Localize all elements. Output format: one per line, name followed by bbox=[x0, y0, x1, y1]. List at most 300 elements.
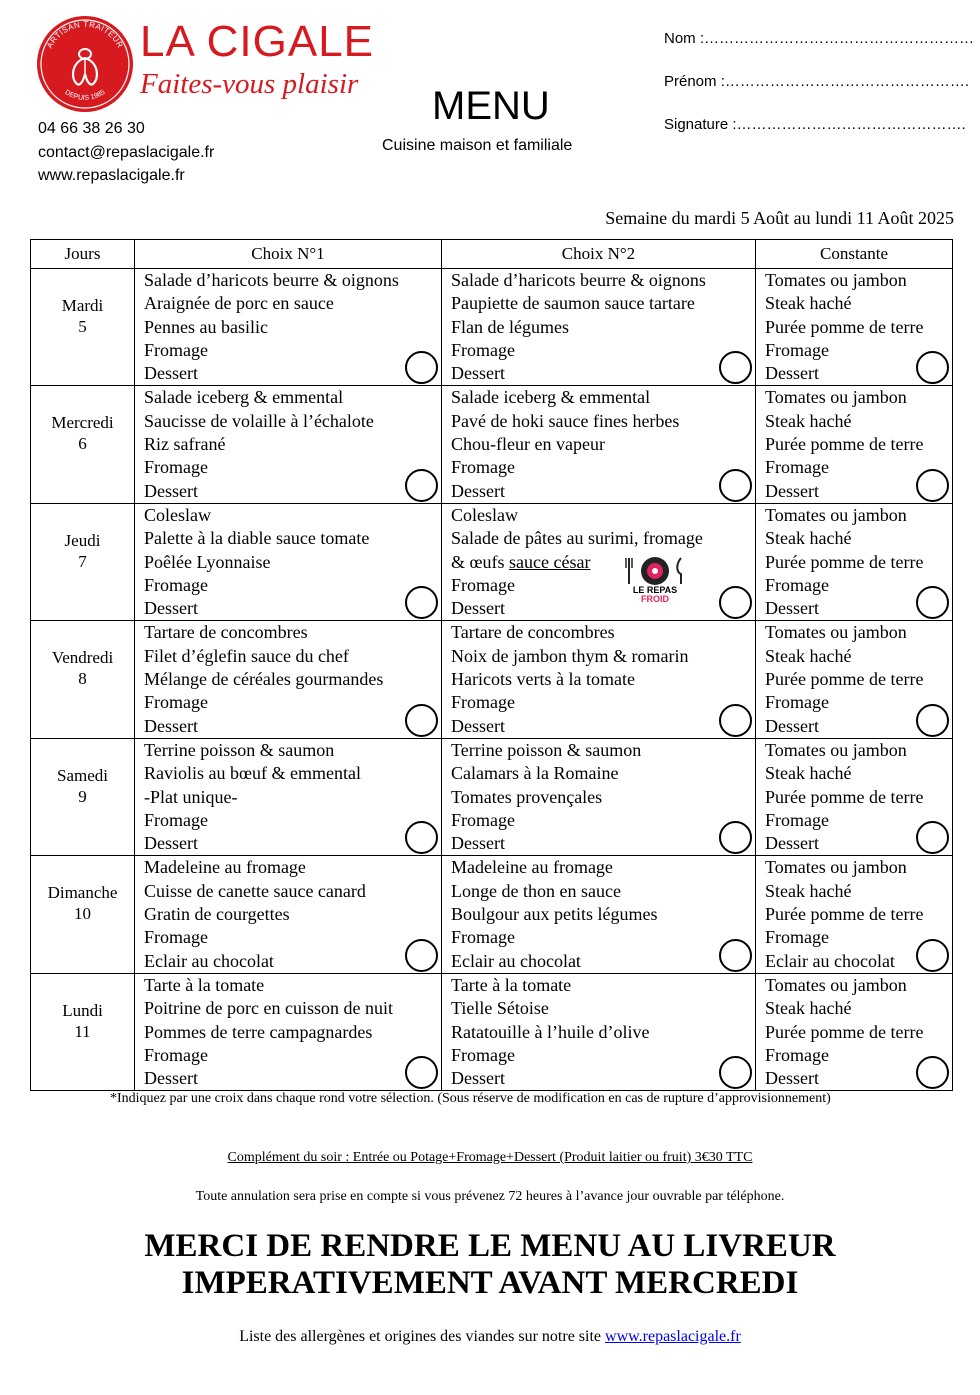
day-name: Jeudi bbox=[64, 530, 101, 550]
dish-text: Riz safrané bbox=[144, 434, 226, 455]
menu-cell-choice2 bbox=[442, 621, 756, 738]
dish-text: Fromage bbox=[765, 809, 829, 830]
dish-list bbox=[135, 621, 441, 737]
day-date: 10 bbox=[74, 904, 91, 924]
dish-text: Longe de thon en sauce bbox=[451, 880, 621, 901]
header-choice2: Choix N°2 bbox=[442, 240, 756, 269]
dish-text: Dessert bbox=[144, 1068, 198, 1089]
dish-item bbox=[144, 645, 441, 668]
dish-item bbox=[765, 621, 952, 644]
dish-text: Boulgour aux petits légumes bbox=[451, 904, 658, 925]
allergens-info bbox=[0, 1328, 980, 1346]
dish-item bbox=[144, 504, 441, 527]
dish-text: Fromage bbox=[765, 692, 829, 713]
dish-text: Madeleine au fromage bbox=[144, 857, 306, 878]
table-row bbox=[31, 503, 953, 620]
dish-item bbox=[765, 974, 952, 997]
dish-item bbox=[765, 269, 952, 292]
dish-list bbox=[442, 269, 755, 385]
dish-text: Purée pomme de terre bbox=[765, 316, 924, 337]
dish-item bbox=[451, 480, 755, 503]
dish-item bbox=[144, 903, 441, 926]
dish-text: Fromage bbox=[144, 457, 208, 478]
dish-text: Fromage bbox=[144, 692, 208, 713]
dish-text: Dessert bbox=[765, 833, 819, 854]
dish-text: Fromage bbox=[451, 927, 515, 948]
dish-item bbox=[144, 950, 441, 973]
dish-item bbox=[144, 668, 441, 691]
dish-text: Steak haché bbox=[765, 410, 852, 431]
dish-item bbox=[451, 786, 755, 809]
dish-text: Dessert bbox=[765, 363, 819, 384]
dish-text: Coleslaw bbox=[451, 504, 518, 525]
dish-text: Salade iceberg & emmental bbox=[451, 387, 651, 408]
menu-cell-choice2 bbox=[442, 386, 756, 503]
dish-text: Steak haché bbox=[765, 998, 852, 1019]
dish-text: Filet d’églefin sauce du chef bbox=[144, 645, 349, 666]
dish-text: Tomates provençales bbox=[451, 786, 603, 807]
dish-item bbox=[451, 574, 755, 597]
dish-text: Fromage bbox=[144, 927, 208, 948]
dish-text: -Plat unique- bbox=[144, 786, 238, 807]
dish-item bbox=[144, 316, 441, 339]
reminder-line-2: IMPERATIVEMENT AVANT MERCREDI bbox=[181, 1265, 799, 1301]
dish-item bbox=[451, 739, 755, 762]
dish-item bbox=[765, 903, 952, 926]
dish-text: Salade d’haricots beurre & oignons bbox=[451, 270, 706, 290]
dish-list bbox=[135, 856, 441, 972]
dish-item bbox=[144, 527, 441, 550]
contact-phone: 04 66 38 26 30 bbox=[38, 120, 145, 137]
dish-text: Fromage bbox=[765, 339, 829, 360]
table-header-row bbox=[31, 240, 953, 269]
dish-item bbox=[144, 574, 441, 597]
dish-item bbox=[144, 456, 441, 479]
dish-text: Tarte à la tomate bbox=[451, 974, 572, 995]
dish-item bbox=[144, 410, 441, 433]
selection-circle[interactable] bbox=[916, 469, 949, 502]
menu-cell-choice1 bbox=[135, 856, 442, 973]
dish-item bbox=[451, 974, 755, 997]
dish-item bbox=[765, 786, 952, 809]
dish-text: Fromage bbox=[765, 574, 829, 595]
menu-cell-constant bbox=[756, 856, 953, 973]
dish-item bbox=[765, 292, 952, 315]
selection-note: *Indiquez par une croix dans chaque rond votre sélection. (Sous réserve de modification en cas de rupture d’approvisionnement) bbox=[110, 1091, 831, 1106]
dish-item bbox=[451, 645, 755, 668]
dish-text: Dessert bbox=[144, 363, 198, 384]
dish-list bbox=[135, 974, 441, 1090]
dish-text: Purée pomme de terre bbox=[765, 1021, 924, 1042]
menu-table bbox=[30, 239, 953, 1091]
dish-item bbox=[451, 1044, 755, 1067]
dish-text: Tomates ou jambon bbox=[765, 504, 907, 525]
selection-circle[interactable] bbox=[916, 704, 949, 737]
dish-item bbox=[765, 433, 952, 456]
dish-item bbox=[144, 739, 441, 762]
dish-text: Flan de légumes bbox=[451, 316, 569, 337]
dish-text: Eclair au chocolat bbox=[451, 950, 581, 971]
menu-cell-choice1 bbox=[135, 973, 442, 1090]
dish-item bbox=[144, 1021, 441, 1044]
selection-circle[interactable] bbox=[916, 939, 949, 972]
dish-list bbox=[442, 856, 755, 972]
day-cell bbox=[31, 621, 135, 738]
dish-item bbox=[765, 410, 952, 433]
dish-item bbox=[144, 856, 441, 879]
dish-text: Tomates ou jambon bbox=[765, 270, 907, 290]
dish-text: Steak haché bbox=[765, 763, 852, 784]
menu-cell-constant bbox=[756, 738, 953, 855]
dish-item bbox=[144, 339, 441, 362]
dish-item bbox=[451, 551, 755, 574]
dish-item bbox=[765, 527, 952, 550]
day-cell bbox=[31, 856, 135, 973]
header-days: Jours bbox=[31, 240, 135, 269]
dish-text: Dessert bbox=[144, 598, 198, 619]
dish-item bbox=[451, 1067, 755, 1090]
dish-list bbox=[442, 739, 755, 855]
day-name: Dimanche bbox=[47, 883, 118, 903]
dish-text: Tarte à la tomate bbox=[144, 974, 265, 995]
dish-item bbox=[451, 339, 755, 362]
dish-item bbox=[144, 762, 441, 785]
menu-cell-choice2 bbox=[442, 973, 756, 1090]
table-row bbox=[31, 386, 953, 503]
dish-text: Dessert bbox=[451, 715, 505, 736]
cicada-seal-icon bbox=[30, 12, 140, 112]
dish-item bbox=[144, 926, 441, 949]
dish-item bbox=[144, 362, 441, 385]
dish-item bbox=[451, 527, 755, 550]
dish-list bbox=[442, 621, 755, 737]
dish-text: Cuisse de canette sauce canard bbox=[144, 880, 366, 901]
brand-name: LA CIGALE bbox=[140, 17, 375, 66]
cancellation-policy: Toute annulation sera prise en compte si vous prévenez 72 heures à l’avance jour ouvrable par téléphone. bbox=[195, 1189, 785, 1204]
menu-cell-choice1 bbox=[135, 503, 442, 620]
dish-text: Pommes de terre campagnardes bbox=[144, 1021, 373, 1042]
contact-email[interactable]: contact@repaslacigale.fr bbox=[38, 144, 215, 161]
week-range: Semaine du mardi 5 Août au lundi 11 Août 2025 bbox=[605, 208, 954, 228]
day-date: 7 bbox=[78, 551, 87, 571]
dish-text: & œufs bbox=[451, 551, 509, 572]
menu-cell-choice1 bbox=[135, 621, 442, 738]
dish-item bbox=[765, 316, 952, 339]
menu-cell-choice1 bbox=[135, 738, 442, 855]
table-row bbox=[31, 269, 953, 386]
dish-text: Poêlée Lyonnaise bbox=[144, 551, 271, 572]
dish-text: Dessert bbox=[451, 1068, 505, 1089]
dish-item bbox=[144, 386, 441, 409]
day-cell bbox=[31, 973, 135, 1090]
dish-item bbox=[451, 1021, 755, 1044]
dish-text: Salade d’haricots beurre & oignons bbox=[144, 270, 399, 290]
dish-item bbox=[451, 997, 755, 1020]
dish-item bbox=[765, 386, 952, 409]
menu-cell-constant bbox=[756, 503, 953, 620]
dish-text: Fromage bbox=[451, 457, 515, 478]
dish-list bbox=[442, 504, 755, 620]
menu-cell-choice2 bbox=[442, 503, 756, 620]
dish-item bbox=[451, 856, 755, 879]
dish-text: Dessert bbox=[765, 480, 819, 501]
dish-list bbox=[135, 269, 441, 385]
dish-list bbox=[135, 386, 441, 502]
dish-text: Chou-fleur en vapeur bbox=[451, 434, 605, 455]
dish-text: Dessert bbox=[451, 480, 505, 501]
dish-item bbox=[144, 997, 441, 1020]
dish-item bbox=[144, 715, 441, 738]
dish-text: Madeleine au fromage bbox=[451, 857, 613, 878]
dish-item bbox=[451, 433, 755, 456]
dish-text: Haricots verts à la tomate bbox=[451, 669, 635, 690]
dish-item bbox=[144, 597, 441, 620]
prenom-field[interactable]: Prénom :…………………………………………. bbox=[664, 73, 970, 90]
dish-text: Saucisse de volaille à l’échalote bbox=[144, 410, 374, 431]
dish-item bbox=[144, 809, 441, 832]
dish-text: Noix de jambon thym & romarin bbox=[451, 645, 689, 666]
menu-cell-choice2 bbox=[442, 738, 756, 855]
day-cell bbox=[31, 738, 135, 855]
table-row bbox=[31, 621, 953, 738]
dish-text: Raviolis au bœuf & emmental bbox=[144, 763, 361, 784]
page-subtitle: Cuisine maison et familiale bbox=[382, 137, 573, 154]
menu-cell-choice2 bbox=[442, 269, 756, 386]
dish-text: Fromage bbox=[144, 574, 208, 595]
dish-text: Eclair au chocolat bbox=[144, 950, 274, 971]
dish-text: Purée pomme de terre bbox=[765, 551, 924, 572]
dish-text: Dessert bbox=[451, 363, 505, 384]
selection-circle[interactable] bbox=[405, 469, 438, 502]
dish-item bbox=[451, 832, 755, 855]
dish-text: Purée pomme de terre bbox=[765, 786, 924, 807]
cold-meal-badge bbox=[620, 554, 690, 606]
dish-item bbox=[451, 316, 755, 339]
dish-item bbox=[144, 269, 441, 292]
dish-item bbox=[144, 880, 441, 903]
dish-item bbox=[144, 832, 441, 855]
dish-text: Ratatouille à l’huile d’olive bbox=[451, 1021, 650, 1042]
dish-item bbox=[144, 1044, 441, 1067]
dish-item bbox=[451, 456, 755, 479]
day-name: Mercredi bbox=[51, 413, 114, 433]
dish-text: Tomates ou jambon bbox=[765, 622, 907, 643]
menu-cell-constant bbox=[756, 386, 953, 503]
day-name: Vendredi bbox=[51, 648, 114, 668]
dish-item bbox=[765, 739, 952, 762]
dish-text: Fromage bbox=[451, 339, 515, 360]
dish-item bbox=[451, 504, 755, 527]
dish-item bbox=[144, 786, 441, 809]
nom-field[interactable]: Nom :……………………………………………… bbox=[664, 30, 975, 47]
dish-item bbox=[451, 903, 755, 926]
dish-text: Dessert bbox=[765, 715, 819, 736]
table-row bbox=[31, 738, 953, 855]
dish-item bbox=[765, 645, 952, 668]
dish-text: Fromage bbox=[451, 809, 515, 830]
dish-text: Araignée de porc en sauce bbox=[144, 293, 334, 314]
dish-text: Salade de pâtes au surimi, fromage bbox=[451, 528, 703, 549]
day-date: 6 bbox=[78, 434, 87, 454]
selection-circle[interactable] bbox=[719, 469, 752, 502]
selection-circle[interactable] bbox=[405, 939, 438, 972]
dish-item bbox=[144, 974, 441, 997]
dish-item bbox=[144, 551, 441, 574]
dish-item bbox=[765, 762, 952, 785]
menu-cell-constant bbox=[756, 973, 953, 1090]
dish-text: Tomates ou jambon bbox=[765, 387, 907, 408]
dish-text: Dessert bbox=[765, 1068, 819, 1089]
dish-item bbox=[765, 504, 952, 527]
dish-item bbox=[451, 362, 755, 385]
seal-top-text: ARTISAN TRAITEUR bbox=[45, 19, 125, 50]
day-date: 8 bbox=[78, 669, 87, 689]
dish-item bbox=[765, 668, 952, 691]
dish-text: Salade iceberg & emmental bbox=[144, 387, 344, 408]
dish-text: Dessert bbox=[765, 598, 819, 619]
dish-item bbox=[451, 715, 755, 738]
dish-text: Calamars à la Romaine bbox=[451, 763, 619, 784]
dish-text: Steak haché bbox=[765, 528, 852, 549]
dish-list bbox=[135, 739, 441, 855]
day-date: 11 bbox=[74, 1021, 91, 1041]
dish-text: Fromage bbox=[765, 927, 829, 948]
page-title: MENU bbox=[432, 84, 550, 128]
sauce-link-text: sauce césar bbox=[509, 551, 591, 572]
dish-item bbox=[451, 950, 755, 973]
dish-item bbox=[451, 269, 755, 292]
allergens-text: Liste des allergènes et origines des viandes sur notre site bbox=[239, 1328, 606, 1345]
dish-text: Dessert bbox=[144, 480, 198, 501]
day-name: Samedi bbox=[57, 765, 108, 785]
dish-item bbox=[451, 691, 755, 714]
day-cell bbox=[31, 503, 135, 620]
signature-field[interactable]: Signature :………………………………………. bbox=[664, 116, 966, 133]
menu-cell-choice1 bbox=[135, 269, 442, 386]
seal-bottom-text: DEPUIS 1985 bbox=[63, 88, 107, 102]
dish-text: Dessert bbox=[144, 833, 198, 854]
dish-text: Steak haché bbox=[765, 645, 852, 666]
dish-text: Dessert bbox=[451, 598, 505, 619]
dish-text: Tomates ou jambon bbox=[765, 857, 907, 878]
dish-text: Dessert bbox=[451, 833, 505, 854]
dish-text: Dessert bbox=[144, 715, 198, 736]
table-row bbox=[31, 856, 953, 973]
dish-text: Steak haché bbox=[765, 293, 852, 314]
dish-text: Terrine poisson & saumon bbox=[144, 739, 335, 760]
table-row bbox=[31, 973, 953, 1090]
selection-circle[interactable] bbox=[719, 704, 752, 737]
dish-item bbox=[451, 292, 755, 315]
day-date: 9 bbox=[78, 786, 87, 806]
dish-item bbox=[765, 1021, 952, 1044]
dish-text: Eclair au chocolat bbox=[765, 950, 895, 971]
dish-item bbox=[451, 762, 755, 785]
header-constant: Constante bbox=[756, 240, 953, 269]
allergens-link[interactable]: www.repaslacigale.fr bbox=[605, 1328, 741, 1345]
dish-item bbox=[144, 1067, 441, 1090]
selection-circle[interactable] bbox=[719, 939, 752, 972]
dish-text: Purée pomme de terre bbox=[765, 434, 924, 455]
day-name: Lundi bbox=[62, 1000, 103, 1020]
dish-list bbox=[442, 974, 755, 1090]
dish-text: Fromage bbox=[144, 1044, 208, 1065]
selection-circle[interactable] bbox=[405, 704, 438, 737]
reminder-line-1: MERCI DE RENDRE LE MENU AU LIVREUR bbox=[144, 1228, 836, 1264]
dish-text: Fromage bbox=[144, 809, 208, 830]
dish-text: Tomates ou jambon bbox=[765, 974, 907, 995]
dish-text: Purée pomme de terre bbox=[765, 904, 924, 925]
day-date: 5 bbox=[78, 317, 87, 336]
brand-tagline: Faites-vous plaisir bbox=[140, 68, 359, 100]
dish-text: Pennes au basilic bbox=[144, 316, 268, 337]
dish-item bbox=[451, 593, 755, 620]
badge-line-2: FROID bbox=[641, 593, 669, 604]
day-name: Mardi bbox=[61, 296, 104, 315]
dish-text: Fromage bbox=[451, 1044, 515, 1065]
dish-text: Tielle Sétoise bbox=[451, 998, 549, 1019]
menu-cell-constant bbox=[756, 621, 953, 738]
dish-text: Fromage bbox=[765, 1044, 829, 1065]
dish-item bbox=[451, 926, 755, 949]
dish-item bbox=[144, 621, 441, 644]
dish-text: Gratin de courgettes bbox=[144, 904, 290, 925]
dish-item bbox=[765, 997, 952, 1020]
day-cell bbox=[31, 269, 135, 386]
dish-list bbox=[135, 504, 441, 620]
dish-item bbox=[451, 668, 755, 691]
contact-website[interactable]: www.repaslacigale.fr bbox=[38, 167, 185, 184]
dish-item bbox=[451, 621, 755, 644]
header-choice1: Choix N°1 bbox=[135, 240, 442, 269]
dish-item bbox=[765, 880, 952, 903]
dish-text: Terrine poisson & saumon bbox=[451, 739, 642, 760]
dish-text: Palette à la diable sauce tomate bbox=[144, 528, 370, 549]
menu-cell-constant bbox=[756, 269, 953, 386]
menu-cell-choice2 bbox=[442, 856, 756, 973]
dish-text: Poitrine de porc en cuisson de nuit bbox=[144, 998, 393, 1019]
dish-text: Mélange de céréales gourmandes bbox=[144, 669, 384, 690]
dish-text: Tartare de concombres bbox=[451, 622, 615, 643]
dish-text: Paupiette de saumon sauce tartare bbox=[451, 293, 695, 314]
menu-cell-choice1 bbox=[135, 386, 442, 503]
dish-item bbox=[451, 410, 755, 433]
dish-text: Fromage bbox=[765, 457, 829, 478]
dish-list bbox=[442, 386, 755, 502]
dish-item bbox=[451, 809, 755, 832]
dish-item bbox=[144, 433, 441, 456]
dish-text: Purée pomme de terre bbox=[765, 669, 924, 690]
evening-complement: Complément du soir : Entrée ou Potage+Fromage+Dessert (Produit laitier ou fruit) 3€30 TTC bbox=[227, 1150, 753, 1165]
dish-text: Tomates ou jambon bbox=[765, 739, 907, 760]
dish-text: Fromage bbox=[144, 339, 208, 360]
dish-item bbox=[765, 856, 952, 879]
dish-item bbox=[144, 480, 441, 503]
dish-text: Fromage bbox=[451, 692, 515, 713]
dish-item bbox=[451, 880, 755, 903]
dish-text: Steak haché bbox=[765, 880, 852, 901]
dish-text: Pavé de hoki sauce fines herbes bbox=[451, 410, 680, 431]
day-cell bbox=[31, 386, 135, 503]
dish-item bbox=[765, 551, 952, 574]
dish-text: Coleslaw bbox=[144, 504, 211, 525]
dish-text: Tartare de concombres bbox=[144, 622, 308, 643]
dish-text: Fromage bbox=[451, 574, 515, 595]
badge-line-1: LE REPAS bbox=[632, 584, 678, 595]
dish-item bbox=[144, 292, 441, 315]
dish-item bbox=[144, 691, 441, 714]
dish-item bbox=[451, 386, 755, 409]
